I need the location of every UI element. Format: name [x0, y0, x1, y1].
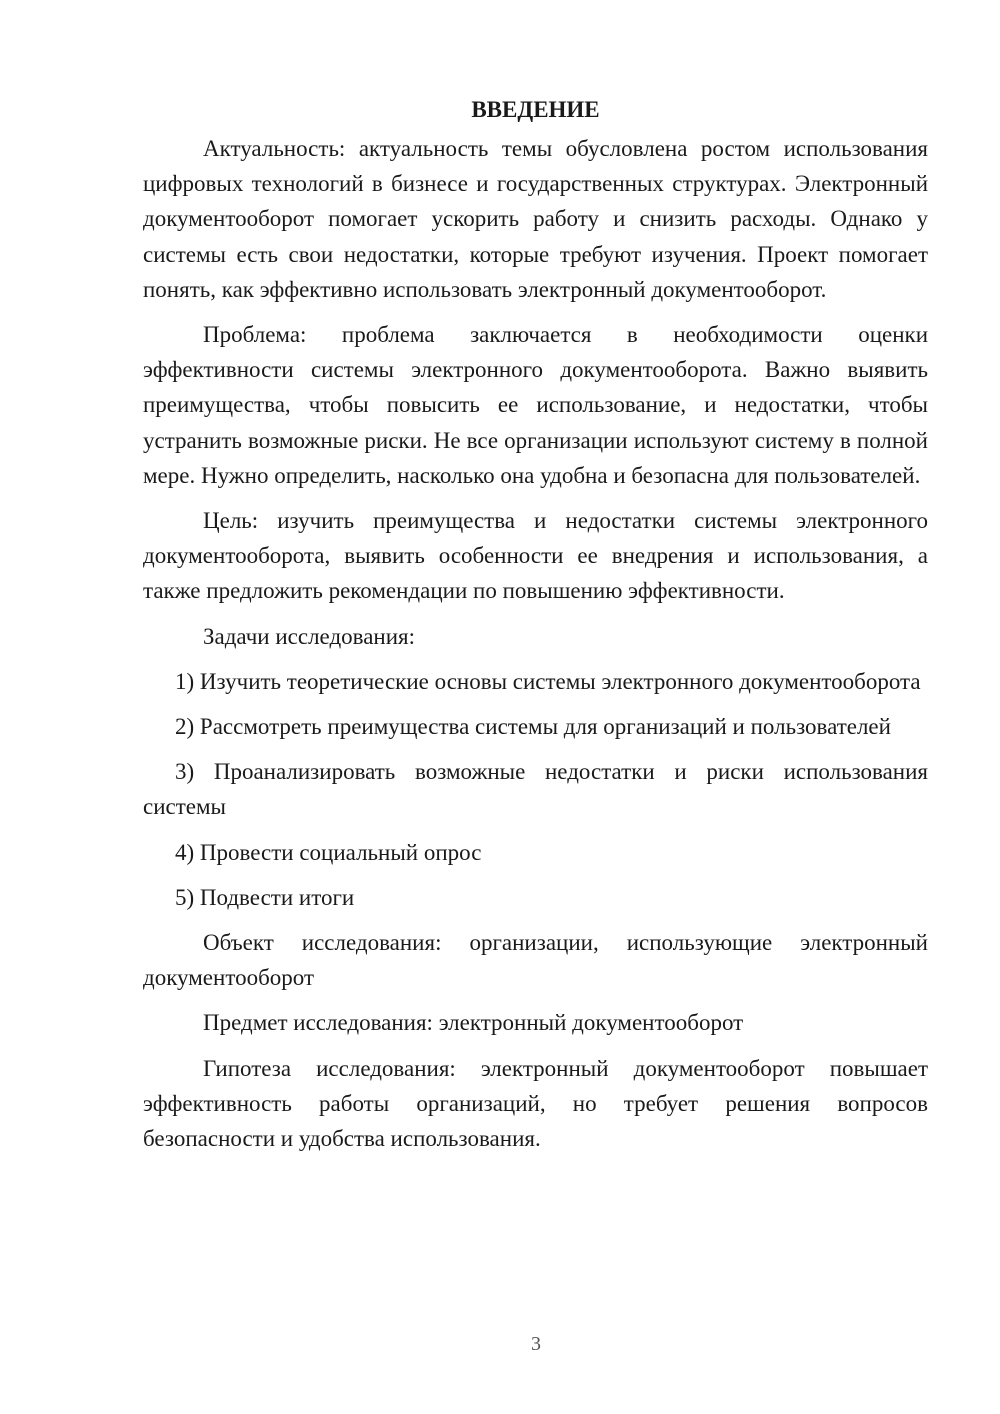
task-item: 3) Проанализировать возможные недостатки и риски использования системы — [143, 759, 928, 820]
problem-paragraph: Проблема: проблема заключается в необходимости оценки эффективности системы электронного документооборота. Важно выявить преимущества, чтобы повысить ее использование, и недостатки, чтобы устранить возможные риски. Не все организации используют систему в полной мере. Нужно определить, насколько она удобна и безопасна для пользователей. — [143, 322, 928, 488]
task-item: 2) Рассмотреть преимущества системы для организаций и пользователей — [175, 714, 891, 740]
tasks-heading: Задачи исследования: — [203, 623, 416, 649]
subject-paragraph: Предмет исследования: электронный документооборот — [203, 1010, 744, 1036]
page-number: 3 — [531, 1333, 541, 1355]
object-paragraph: Объект исследования: организации, использующие электронный документооборот — [143, 930, 928, 991]
task-item: 1) Изучить теоретические основы системы электронного документооборота — [175, 668, 921, 694]
task-item: 5) Подвести итоги — [175, 884, 355, 910]
relevance-paragraph: Актуальность: актуальность темы обусловлена ростом использования цифровых технологий в бизнесе и государственных структурах. Электронный документооборот помогает ускорить работу и снизить расходы. Однако у системы есть свои недостатки, которые требуют изучения. Проект помогает понять, как эффективно использовать электронный документооборот. — [143, 136, 928, 302]
goal-paragraph: Цель: изучить преимущества и недостатки системы электронного документооборота, выявить особенности ее внедрения и использования, а также предложить рекомендации по повышению эффективности. — [143, 508, 928, 604]
task-item: 4) Провести социальный опрос — [175, 839, 482, 865]
document-page — [143, 92, 928, 1166]
page-title: ВВЕДЕНИЕ — [471, 97, 600, 122]
hypothesis-paragraph: Гипотеза исследования: электронный документооборот повышает эффективность работы организаций, но требует решения вопросов безопасности и удобства использования. — [143, 1055, 928, 1152]
